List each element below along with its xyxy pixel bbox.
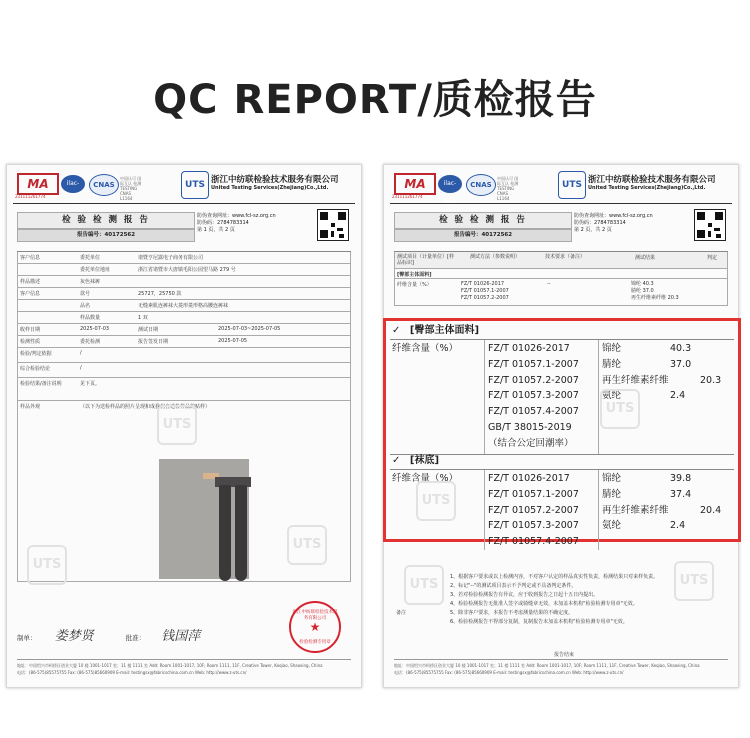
row-key: 2025-07-03 (80, 326, 110, 332)
value-list (670, 471, 721, 534)
uts-watermark-icon: UTS (27, 545, 67, 585)
report-title: 检 验 检 测 报 告 (17, 212, 195, 229)
result-list (631, 281, 679, 302)
fiber-value: 20.3 (700, 374, 722, 386)
footer-contact: 电话：(86-575)85575755 Fax: (86-575)85660909 E-mail: testingsx@fabricschina.com.cn Web: http://www.z-uts.cn/ (394, 670, 624, 675)
row-key: （以下为送检样品的照片呈现和成我们自送检样品的贴样） (80, 404, 211, 410)
org-name-cn: 浙江中纺联检验技术服务有限公司 (588, 175, 716, 185)
report-page-1 (6, 164, 362, 688)
page-indicator: 第 2 页，共 2 页 (574, 227, 612, 233)
row-key: / (80, 365, 82, 371)
section-label: [臀部主体面料] (397, 272, 432, 278)
row-label: 检验/判定依据 (20, 351, 52, 357)
fiber-name: 氨纶 (602, 520, 622, 532)
cma-number: 231111261774 (392, 194, 423, 199)
fiber-value: 20.4 (700, 504, 722, 516)
org-name-en: United Testing Services(Zhejiang)Co.,Ltd. (211, 185, 329, 191)
table-row (17, 378, 351, 401)
method: FZ/T 01057.4-2007 (488, 536, 579, 548)
table-row (17, 348, 351, 363)
org-name-en: United Testing Services(Zhejiang)Co.,Ltd. (588, 185, 706, 191)
method: （结合公定回潮率） (488, 437, 574, 449)
tights-leg-right (235, 485, 247, 581)
row-key: 见下页。 (80, 381, 101, 387)
result: 再生纤维素纤维 20.3 (631, 295, 679, 301)
method-list (488, 341, 579, 452)
page-footer (394, 659, 728, 676)
note-item: 5、除非客户要求，本报告不考虑测量结果的不确定度。 (450, 610, 574, 616)
seal-star-icon: ★ (309, 620, 321, 634)
fiber-value: 39.8 (670, 473, 692, 484)
section-title: [臀部主体面料] (409, 325, 480, 336)
row-key: 款号 (80, 291, 91, 297)
row-value: 浙江省诸暨市大唐镇毛阳公园望马路 279 号 (138, 267, 236, 273)
cma-logo: MA (394, 173, 436, 195)
approver-signature: 钱国萍 (161, 629, 201, 644)
row-value: 测试日期 (138, 327, 159, 333)
note-item: 6、检验检测报告不得部分复制，复制报告未加盖本机构"检验检测专用章"无效。 (450, 619, 628, 625)
method: FZ/T 01026-2017 (461, 281, 505, 287)
seal-text: 浙江中纺联检验技术服务有限公司 (292, 610, 338, 621)
row-key: 样品数量 (80, 315, 101, 321)
row-key: 品名 (80, 303, 91, 309)
uts-logo: UTS (558, 171, 586, 199)
value-list (670, 341, 721, 404)
row-label: 客户信息 (20, 255, 41, 261)
fiber-value: 37.0 (670, 358, 692, 370)
row-value: 无缝素肌连裤袜大菱形菱形格高腰连裤袜 (138, 303, 229, 309)
col-header: 测试项目（计量单位）[样品标识] (397, 254, 454, 266)
fiber-name: 锦纶 (602, 473, 622, 484)
table-row (17, 276, 351, 288)
section-heading (390, 323, 734, 340)
anti-fake-code: 防伪码：2784783314 (197, 220, 249, 226)
fiber-list (602, 471, 669, 534)
footer-address: 地址：中国绍兴市柯桥区创业大厦 10 楼 1001-1017 室；11 楼 1111 室 Add: Room 1001-1017, 10F; Room 1111, 11F, Creative Tower, Keqiao, Shaoxing, China (17, 663, 323, 668)
row-label: 样品外观 (20, 404, 41, 410)
org-name-cn: 浙江中纺联检验技术服务有限公司 (211, 175, 339, 185)
tights-leg-left (219, 485, 231, 581)
row-key: 灰色袜裤 (80, 279, 101, 285)
row-key: 委托检测 (80, 339, 101, 345)
fiber-name: 再生纤维素纤维 (602, 374, 669, 386)
seal-subtext: 检验检测专用章 (299, 640, 331, 645)
uts-watermark-icon: UTS (157, 405, 197, 445)
row-label: 收样日期 (20, 327, 41, 333)
fiber-name: 腈纶 (602, 488, 622, 500)
section-title: [袜底] (409, 455, 440, 466)
column-divider (484, 340, 485, 454)
method: FZ/T 01026-2017 (488, 343, 570, 354)
fiber-name: 氨纶 (602, 390, 622, 402)
table-row (17, 336, 351, 348)
cnas-logo: CNAS (466, 174, 496, 196)
fiber-value: 2.4 (670, 520, 686, 532)
fiber-value: 2.4 (670, 390, 686, 402)
column-divider (484, 470, 485, 550)
col-header: 判定 (707, 255, 718, 261)
note-item: 2、标记"--"的测试项目表示不予判定或不具备判定条件。 (450, 583, 577, 589)
method: FZ/T 01057.2-2007 (461, 295, 509, 301)
signer-label: 制单： (17, 634, 37, 642)
row-key: 委托单位 (80, 255, 101, 261)
uts-watermark-icon: UTS (600, 389, 640, 429)
table-row (17, 312, 351, 324)
cnas-subtext: 中国认可 国际互认 检测 TESTING CNAS L1164 (497, 176, 519, 201)
check-icon: ✓ (392, 325, 401, 336)
requirement: -- (547, 281, 551, 287)
column-divider (598, 340, 599, 454)
row-value: 诸暨亨尼露电子商务有限公司 (138, 255, 204, 261)
col-header: 技术要求（备注） (545, 254, 586, 260)
page-title: QC REPORT/质检报告 (153, 77, 597, 123)
cma-number: 231111261774 (15, 194, 46, 199)
row-value-2: 2025-07-03~2025-07-05 (218, 326, 281, 332)
anti-fake-site: 防伪查询网址：www.fcl-sz.org.cn (197, 213, 276, 219)
approver-label: 批准： (125, 634, 146, 642)
row-value: 报告签发日期 (138, 339, 169, 345)
row-label: 样品描述 (20, 279, 41, 285)
qr-code-icon (694, 209, 726, 241)
footer-contact: 电话：(86-575)85575755 Fax: (86-575)85660909 E-mail: testingsx@fabricschina.com.cn Web: http://www.z-uts.cn/ (17, 670, 247, 675)
table-row (17, 300, 351, 312)
result: 锦纶 40.3 (631, 281, 654, 287)
method-list (461, 281, 509, 302)
method: GB/T 38015-2019 (488, 421, 572, 433)
ilac-logo: ilac-MRA (438, 175, 462, 193)
row-label: 综合检验结论 (20, 366, 51, 372)
method: FZ/T 01057.1-2007 (488, 358, 579, 370)
header-divider (390, 203, 732, 204)
report-number: 报告编号：40172562 (394, 229, 572, 242)
fiber-name: 腈纶 (602, 358, 622, 370)
uts-watermark-icon: UTS (674, 561, 714, 601)
table-row (17, 264, 351, 276)
method: FZ/T 01057.4-2007 (488, 406, 579, 418)
table-row (394, 279, 728, 306)
fiber-value: 40.3 (670, 343, 692, 354)
anti-fake-code: 防伪码：2784783314 (574, 220, 626, 226)
cma-logo: MA (17, 173, 59, 195)
section-content (390, 340, 734, 455)
qr-code-icon (317, 209, 349, 241)
method: FZ/T 01057.3-2007 (488, 520, 579, 532)
item-label: 纤维含量（%） (397, 282, 432, 288)
row-label: 客户信息 (20, 291, 41, 297)
row-key: 委托单位地址 (80, 267, 111, 273)
report-title: 检 验 检 测 报 告 (394, 212, 572, 229)
row-label: 检测性质 (20, 339, 41, 345)
highlight-zoom-box (383, 318, 741, 548)
uts-logo: UTS (181, 171, 209, 199)
method: FZ/T 01057.1-2007 (461, 288, 509, 294)
table-row (17, 252, 351, 264)
note-item: 4、检验检测报告无批准人签字或骑缝章无效，未加盖本机构"检验检测专用章"无效。 (450, 601, 638, 607)
method: FZ/T 01026-2017 (488, 473, 570, 484)
report-header (390, 171, 732, 205)
method-list (488, 471, 579, 550)
uts-watermark-icon: UTS (287, 525, 327, 565)
report-header (13, 171, 355, 205)
fiber-value: 37.4 (670, 488, 692, 500)
row-value-2: 2025-07-05 (218, 338, 248, 344)
page-indicator: 第 1 页，共 2 页 (197, 227, 235, 233)
results-table (394, 251, 728, 306)
notes-label: 备注 (396, 610, 407, 616)
fabric-section-body (390, 323, 734, 455)
table-row (394, 269, 728, 279)
note-item: 3、若对检验检测报告有异议，应于收到报告之日起十五日内提出。 (450, 592, 599, 598)
method: FZ/T 01057.3-2007 (488, 390, 579, 402)
anti-fake-info (197, 213, 276, 234)
check-icon: ✓ (392, 455, 401, 466)
fiber-name: 再生纤维素纤维 (602, 504, 669, 516)
column-divider (598, 470, 599, 550)
row-key: / (80, 350, 82, 356)
row-value: 1 双 (138, 315, 148, 321)
cnas-subtext: 中国认可 国际互认 检测 TESTING CNAS L1164 (120, 176, 142, 201)
method: FZ/T 01057.1-2007 (488, 488, 579, 500)
uts-watermark-icon: UTS (416, 481, 456, 521)
col-header: 测试结果 (635, 255, 656, 261)
note-item: 1、根据客户要求或以上检测内容，不对客户认定的样品真实性负责，检测结果只对来样负责。 (450, 574, 659, 580)
ilac-logo: ilac-MRA (61, 175, 85, 193)
table-row (17, 288, 351, 300)
item-label: 纤维含量（%） (392, 473, 459, 484)
report-number: 报告编号：40172562 (17, 229, 195, 242)
header-divider (13, 203, 355, 204)
anti-fake-site: 防伪查询网址：www.fcl-sz.org.cn (574, 213, 653, 219)
page-footer (17, 659, 351, 676)
section-heading (390, 453, 734, 470)
signer-signature: 娄梦贤 (54, 629, 94, 644)
footer-address: 地址：中国绍兴市柯桥区创业大厦 10 楼 1001-1017 室；11 楼 1111 室 Add: Room 1001-1017, 10F; Room 1111, 11F, Creative Tower, Keqiao, Shaoxing, China (394, 663, 700, 668)
anti-fake-info (574, 213, 653, 234)
col-header: 测试方法（参数说明） (470, 254, 521, 260)
row-value: 25727，25750 款 (138, 291, 182, 297)
end-of-report: 报告结束 (554, 652, 575, 658)
item-label: 纤维含量（%） (392, 343, 459, 354)
row-label: 检验结果/备注说明 (20, 381, 62, 387)
uts-watermark-icon: UTS (404, 565, 444, 605)
table-header-row (394, 252, 728, 269)
result: 腈纶 37.0 (631, 288, 654, 294)
fiber-name: 锦纶 (602, 343, 622, 354)
inspection-seal (289, 601, 341, 653)
table-row (17, 363, 351, 378)
table-row (17, 324, 351, 336)
method: FZ/T 01057.2-2007 (488, 504, 579, 516)
cnas-logo: CNAS (89, 174, 119, 196)
method: FZ/T 01057.2-2007 (488, 374, 579, 386)
